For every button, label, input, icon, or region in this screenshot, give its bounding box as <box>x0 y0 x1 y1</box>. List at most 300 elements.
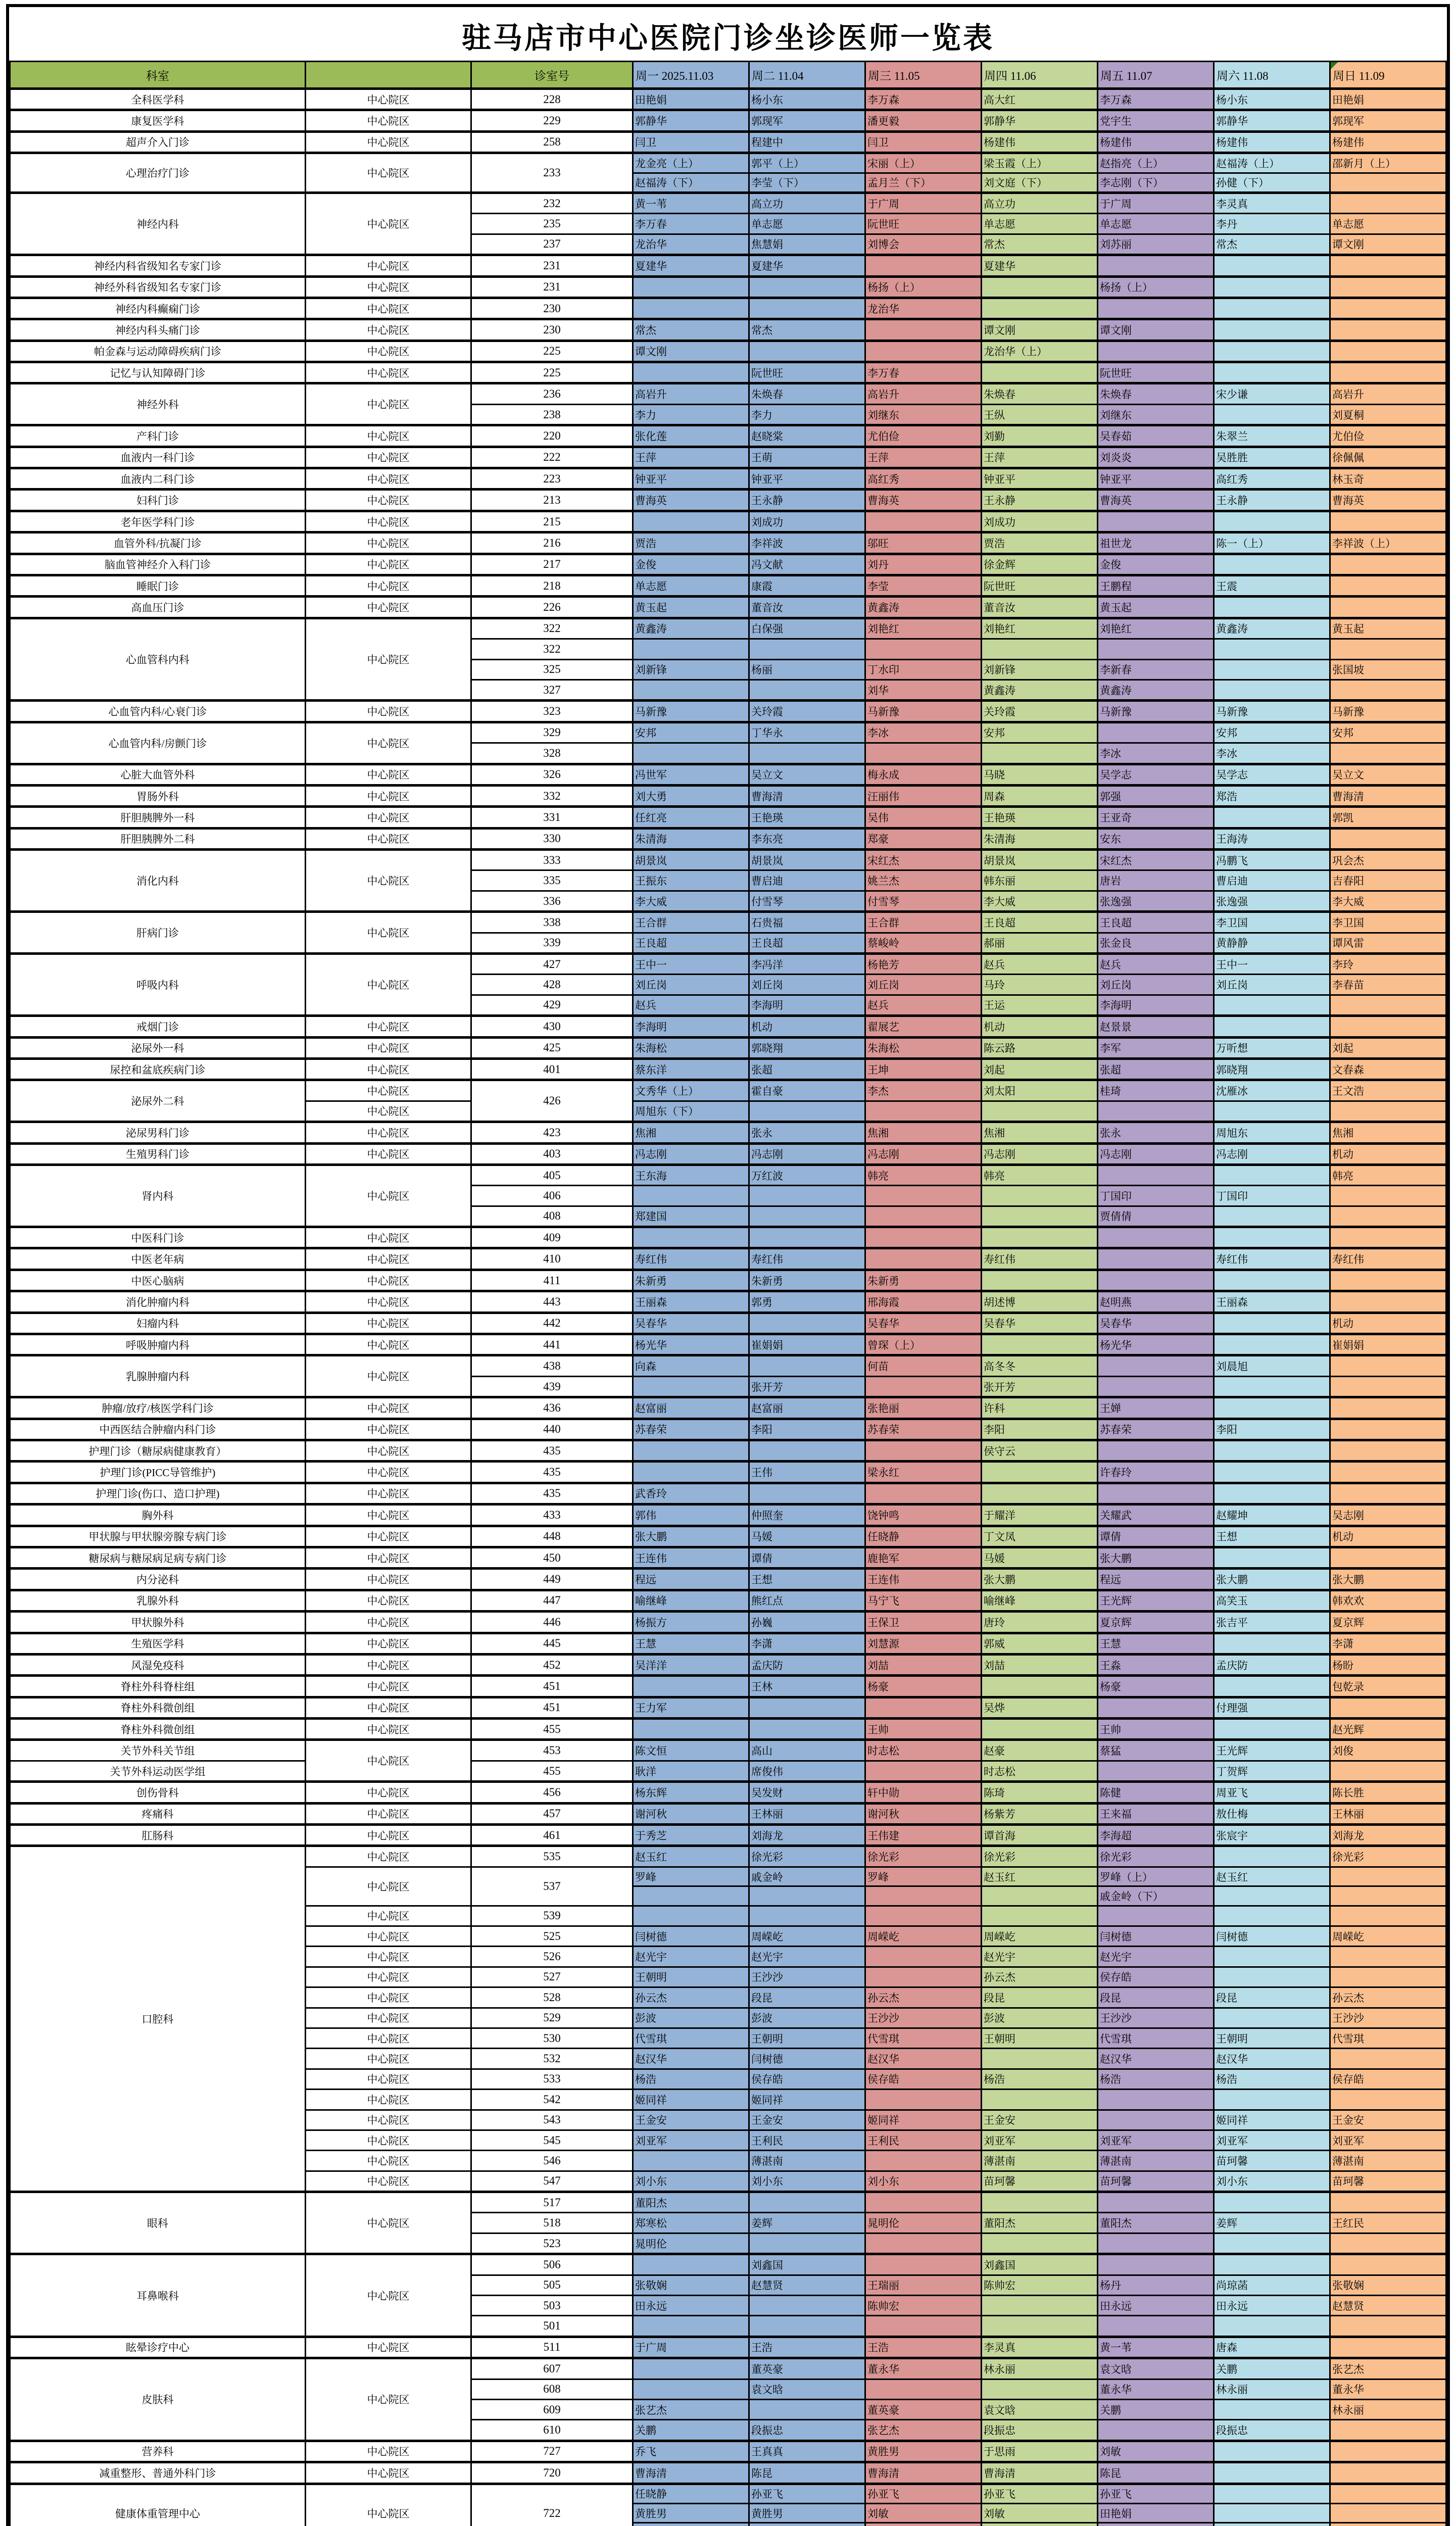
doctor-cell: 刘文庭（下） <box>982 173 1098 192</box>
doctor-cell <box>1214 319 1330 341</box>
doctor-cell: 董永华 <box>1330 2379 1446 2399</box>
dept-cell: 甲状腺与甲状腺旁腺专病门诊 <box>10 1526 306 1547</box>
doctor-cell: 李冰 <box>1098 743 1214 764</box>
doctor-cell: 潘更毅 <box>865 110 982 131</box>
doctor-cell: 戚金岭 <box>749 1867 865 1886</box>
doctor-cell: 程建中 <box>749 131 865 153</box>
campus-cell: 中心院区 <box>306 2358 471 2441</box>
doctor-cell <box>865 319 982 341</box>
doctor-cell <box>865 1906 982 1926</box>
doctor-cell: 朱翠兰 <box>1214 425 1330 447</box>
doctor-cell <box>1330 1355 1446 1376</box>
doctor-cell: 王帅 <box>1098 1719 1214 1740</box>
doctor-cell: 龙治华（上） <box>982 341 1098 362</box>
dept-cell: 消化内科 <box>10 850 306 912</box>
dept-cell: 护理门诊(伤口、造口护理) <box>10 1483 306 1504</box>
doctor-cell: 陈一（上） <box>1214 532 1330 554</box>
campus-cell: 中心院区 <box>306 554 471 575</box>
schedule-row <box>10 2358 1446 2379</box>
room-number-cell: 330 <box>471 828 633 849</box>
schedule-row <box>10 1569 1446 1590</box>
schedule-row <box>10 1355 1446 1376</box>
doctor-cell: 李莹 <box>865 575 982 596</box>
doctor-cell: 王震 <box>1214 575 1330 596</box>
schedule-row <box>10 618 1446 639</box>
doctor-cell: 刘起 <box>1330 1037 1446 1058</box>
doctor-cell <box>1330 995 1446 1015</box>
doctor-cell <box>1214 2254 1330 2275</box>
doctor-cell: 刘亚军 <box>1214 2130 1330 2150</box>
doctor-cell <box>1330 2441 1446 2462</box>
doctor-cell: 袁文晗 <box>749 2379 865 2399</box>
doctor-cell: 李灵真 <box>982 2337 1098 2358</box>
doctor-cell: 金俊 <box>1098 554 1214 575</box>
doctor-cell: 黄一苇 <box>1098 2337 1214 2358</box>
campus-cell: 中心院区 <box>306 701 471 722</box>
doctor-cell: 陈昆 <box>749 2462 865 2484</box>
doctor-cell: 姜辉 <box>1214 2213 1330 2233</box>
doctor-cell <box>1330 1947 1446 1967</box>
doctor-cell: 黄一苇 <box>633 192 749 213</box>
doctor-cell <box>1214 1206 1330 1227</box>
schedule-row <box>10 1590 1446 1611</box>
doctor-cell <box>865 2316 982 2337</box>
doctor-cell <box>1330 276 1446 298</box>
doctor-cell <box>982 639 1098 659</box>
doctor-cell <box>982 362 1098 383</box>
doctor-cell: 胡景岚 <box>982 850 1098 870</box>
doctor-cell: 张宸宇 <box>1214 1825 1330 1846</box>
room-number-cell: 406 <box>471 1186 633 1206</box>
dept-cell: 老年医学科门诊 <box>10 511 306 532</box>
doctor-cell <box>1330 298 1446 319</box>
doctor-cell: 张大鹏 <box>1330 1569 1446 1590</box>
doctor-cell: 单志愿 <box>982 214 1098 234</box>
doctor-cell: 黄玉起 <box>1098 597 1214 618</box>
doctor-cell: 王亚奇 <box>1098 807 1214 828</box>
room-number-cell: 720 <box>471 2462 633 2484</box>
doctor-cell: 李大威 <box>633 891 749 911</box>
doctor-cell: 祖世龙 <box>1098 532 1214 554</box>
doctor-cell: 赵慧贤 <box>1330 2296 1446 2316</box>
campus-cell: 中心院区 <box>306 341 471 362</box>
doctor-cell: 冯志刚 <box>1214 1143 1330 1164</box>
doctor-cell <box>865 639 982 659</box>
doctor-cell: 高立功 <box>749 192 865 213</box>
campus-cell: 中心院区 <box>306 2462 471 2484</box>
room-number-cell: 329 <box>471 722 633 743</box>
doctor-cell <box>1098 2110 1214 2130</box>
room-number-cell: 529 <box>471 2008 633 2028</box>
campus-cell: 中心院区 <box>306 2090 471 2110</box>
room-number-cell: 457 <box>471 1803 633 1824</box>
doctor-cell: 朱焕春 <box>749 383 865 404</box>
doctor-cell <box>865 1186 982 1206</box>
doctor-cell: 王中一 <box>633 954 749 975</box>
doctor-cell: 李春苗 <box>1330 975 1446 995</box>
doctor-cell: 夏建华 <box>633 255 749 276</box>
doctor-cell: 刘海龙 <box>749 1825 865 1846</box>
doctor-cell <box>865 743 982 764</box>
doctor-cell: 张逸强 <box>1098 891 1214 911</box>
doctor-cell: 王海涛 <box>1214 828 1330 849</box>
room-number-cell: 230 <box>471 298 633 319</box>
doctor-cell: 徐光彩 <box>865 1846 982 1867</box>
doctor-cell: 黄玉起 <box>1330 618 1446 639</box>
doctor-cell: 王萍 <box>633 447 749 468</box>
doctor-cell <box>1330 1547 1446 1568</box>
doctor-cell <box>865 2379 982 2399</box>
room-number-cell: 331 <box>471 807 633 828</box>
doctor-cell <box>1330 511 1446 532</box>
schedule-row <box>10 383 1446 404</box>
doctor-cell <box>1330 575 1446 596</box>
doctor-cell: 孙云杰 <box>865 1987 982 2008</box>
room-number-cell: 229 <box>471 110 633 131</box>
doctor-cell: 薄湛南 <box>982 2151 1098 2171</box>
doctor-cell: 阮世旺 <box>982 575 1098 596</box>
doctor-cell: 周亚飞 <box>1214 1782 1330 1803</box>
campus-cell: 中心院区 <box>306 2110 471 2130</box>
doctor-cell: 赵富丽 <box>633 1397 749 1419</box>
doctor-cell <box>1098 1697 1214 1718</box>
campus-cell: 中心院区 <box>306 1569 471 1590</box>
campus-cell: 中心院区 <box>306 2484 471 2526</box>
doctor-cell: 李杰 <box>865 1080 982 1101</box>
doctor-cell: 赵豪 <box>982 1740 1098 1761</box>
dept-cell: 脊柱外科脊柱组 <box>10 1676 306 1697</box>
campus-cell: 中心院区 <box>306 1248 471 1270</box>
dept-cell: 胸外科 <box>10 1504 306 1526</box>
doctor-cell: 文春森 <box>1330 1058 1446 1080</box>
doctor-cell <box>982 1227 1098 1248</box>
campus-cell: 中心院区 <box>306 1782 471 1803</box>
doctor-cell: 王振东 <box>633 870 749 891</box>
dept-cell: 肾内科 <box>10 1164 306 1227</box>
doctor-cell: 孙云杰 <box>982 1967 1098 1987</box>
doctor-cell <box>865 2090 982 2110</box>
doctor-cell: 李卫国 <box>1330 912 1446 933</box>
doctor-cell: 吴立文 <box>749 764 865 785</box>
room-number-cell: 222 <box>471 447 633 468</box>
doctor-cell: 曹启迪 <box>749 870 865 891</box>
doctor-cell <box>1330 1967 1446 1987</box>
doctor-cell: 曹海清 <box>1330 785 1446 806</box>
room-number-cell: 447 <box>471 1590 633 1611</box>
schedule-row <box>10 828 1446 849</box>
doctor-cell <box>749 2192 865 2213</box>
doctor-cell: 杨豪 <box>865 1676 982 1697</box>
doctor-cell: 马宁飞 <box>865 1590 982 1611</box>
doctor-cell: 闫树德 <box>1098 1926 1214 1946</box>
doctor-cell <box>1214 2523 1330 2526</box>
dept-cell: 减重整形、普通外科门诊 <box>10 2462 306 2484</box>
schedule-row <box>10 298 1446 319</box>
doctor-cell: 王朝明 <box>633 1967 749 1987</box>
doctor-cell: 丁华永 <box>749 722 865 743</box>
schedule-row <box>10 1462 1446 1483</box>
dept-cell: 超声介入门诊 <box>10 131 306 153</box>
doctor-cell: 高山 <box>749 1740 865 1761</box>
doctor-cell: 杨浩 <box>633 2069 749 2089</box>
doctor-cell: 姬同祥 <box>633 2090 749 2110</box>
doctor-cell <box>1330 2523 1446 2526</box>
campus-cell: 中心院区 <box>306 1987 471 2008</box>
doctor-cell: 谭文刚 <box>633 341 749 362</box>
doctor-cell: 霍自豪 <box>749 1080 865 1101</box>
doctor-cell: 常杰 <box>1214 234 1330 255</box>
dept-cell: 全科医学科 <box>10 89 306 110</box>
doctor-cell <box>1214 276 1330 298</box>
doctor-cell: 刘艳红 <box>1098 618 1214 639</box>
doctor-cell <box>1214 2462 1330 2484</box>
doctor-cell: 王萌 <box>749 447 865 468</box>
campus-cell: 中心院区 <box>306 1122 471 1143</box>
doctor-cell: 向森 <box>633 1355 749 1376</box>
doctor-cell: 李阳 <box>1214 1419 1330 1440</box>
doctor-cell: 张国坡 <box>1330 659 1446 679</box>
doctor-cell <box>749 2523 865 2526</box>
dept-cell: 心理治疗门诊 <box>10 153 306 193</box>
room-number-cell: 446 <box>471 1612 633 1633</box>
room-number-cell: 217 <box>471 554 633 575</box>
schedule-row <box>10 2192 1446 2213</box>
doctor-cell: 于广周 <box>1098 192 1214 213</box>
dept-cell: 神经外科 <box>10 383 306 425</box>
doctor-cell <box>633 2379 749 2399</box>
doctor-cell: 王慧 <box>633 1633 749 1654</box>
doctor-cell: 王良超 <box>749 933 865 953</box>
doctor-cell <box>1098 722 1214 743</box>
doctor-cell: 付理强 <box>1214 1697 1330 1718</box>
room-number-cell: 542 <box>471 2090 633 2110</box>
doctor-cell: 黄胜男 <box>749 2503 865 2522</box>
doctor-cell: 冯志刚 <box>982 1143 1098 1164</box>
schedule-row <box>10 1227 1446 1248</box>
doctor-cell <box>749 1440 865 1462</box>
doctor-cell: 李万森 <box>865 89 982 110</box>
doctor-cell: 寿红伟 <box>749 1248 865 1270</box>
doctor-cell: 闫树德 <box>749 2049 865 2069</box>
doctor-cell <box>633 1376 749 1397</box>
doctor-cell: 张大鹏 <box>633 1526 749 1547</box>
schedule-row <box>10 468 1446 490</box>
doctor-cell <box>1214 404 1330 425</box>
doctor-cell: 马新豫 <box>865 701 982 722</box>
doctor-cell: 周旭东 <box>1214 1122 1330 1143</box>
room-number-cell: 451 <box>471 1676 633 1697</box>
doctor-cell: 机动 <box>1330 1526 1446 1547</box>
schedule-row <box>10 1164 1446 1185</box>
doctor-cell: 刘鑫国 <box>749 2254 865 2275</box>
doctor-cell: 王婵 <box>1098 1397 1214 1419</box>
doctor-cell: 胡景岚 <box>633 850 749 870</box>
doctor-cell: 徐光彩 <box>1330 1846 1446 1867</box>
doctor-cell: 郭凯 <box>1330 807 1446 828</box>
doctor-cell: 曹海英 <box>633 490 749 511</box>
campus-cell: 中心院区 <box>306 2171 471 2192</box>
doctor-cell: 马新豫 <box>1214 701 1330 722</box>
doctor-cell: 刘海龙 <box>1330 1825 1446 1846</box>
doctor-cell: 郭勇 <box>749 1291 865 1313</box>
doctor-cell: 袁文晗 <box>982 2399 1098 2419</box>
doctor-cell <box>865 2254 982 2275</box>
room-number-cell: 607 <box>471 2358 633 2379</box>
schedule-row <box>10 1313 1446 1334</box>
doctor-cell <box>1098 298 1214 319</box>
doctor-cell: 曹海清 <box>865 2462 982 2484</box>
doctor-cell: 曾琛（上） <box>865 1334 982 1355</box>
doctor-cell <box>982 743 1098 764</box>
dept-cell: 脊柱外科微创组 <box>10 1719 306 1740</box>
doctor-cell: 罗峰（上） <box>1098 1867 1214 1886</box>
doctor-cell: 寿红伟 <box>1214 1248 1330 1270</box>
dept-cell: 肝病门诊 <box>10 912 306 954</box>
campus-cell: 中心院区 <box>306 597 471 618</box>
doctor-cell: 陈文恒 <box>633 1740 749 1761</box>
doctor-cell: 单志愿 <box>633 575 749 596</box>
doctor-cell: 刘博会 <box>865 234 982 255</box>
doctor-cell: 邢海霞 <box>865 1291 982 1313</box>
doctor-cell: 吴志刚 <box>1330 1504 1446 1526</box>
schedule-row <box>10 1633 1446 1654</box>
schedule-row <box>10 1761 1446 1781</box>
doctor-cell <box>982 2233 1098 2254</box>
header-row <box>10 62 1446 89</box>
doctor-cell <box>1098 255 1214 276</box>
room-number-cell: 428 <box>471 975 633 995</box>
doctor-cell <box>1098 1270 1214 1291</box>
schedule-row <box>10 701 1446 722</box>
schedule-row <box>10 1825 1446 1846</box>
doctor-cell: 刘敏 <box>982 2503 1098 2522</box>
dept-cell: 中医心脑病 <box>10 1270 306 1291</box>
doctor-cell: 单志愿 <box>749 214 865 234</box>
doctor-cell: 王红民 <box>1330 2213 1446 2233</box>
dept-cell: 生殖医学科 <box>10 1633 306 1654</box>
doctor-cell: 高红秀 <box>1214 468 1330 490</box>
doctor-cell: 彭波 <box>982 2008 1098 2028</box>
doctor-cell: 刘丘岗 <box>865 975 982 995</box>
doctor-cell: 贾浩 <box>982 532 1098 554</box>
header-day-0: 周一 2025.11.03 <box>633 62 749 89</box>
room-number-cell: 235 <box>471 214 633 234</box>
dept-cell: 泌尿男科门诊 <box>10 1122 306 1143</box>
doctor-cell: 宋红杰 <box>865 850 982 870</box>
doctor-cell <box>1330 743 1446 764</box>
doctor-cell: 张吉平 <box>1214 1612 1330 1633</box>
doctor-cell: 李万春 <box>633 214 749 234</box>
room-number-cell: 333 <box>471 850 633 870</box>
doctor-cell <box>749 1906 865 1926</box>
doctor-cell <box>1214 1886 1330 1906</box>
doctor-cell <box>633 511 749 532</box>
doctor-cell: 高冬冬 <box>982 1355 1098 1376</box>
doctor-cell <box>1330 2233 1446 2254</box>
doctor-cell: 陈昆 <box>1098 2462 1214 2484</box>
doctor-cell: 林永丽 <box>1330 2399 1446 2419</box>
room-number-cell: 441 <box>471 1334 633 1355</box>
doctor-cell: 韩亮 <box>982 1164 1098 1185</box>
dept-cell: 创伤骨科 <box>10 1782 306 1803</box>
campus-cell: 中心院区 <box>306 1080 471 1101</box>
doctor-cell <box>1330 2462 1446 2484</box>
doctor-cell <box>982 2523 1098 2526</box>
campus-cell: 中心院区 <box>306 490 471 511</box>
campus-cell: 中心院区 <box>306 618 471 701</box>
doctor-cell: 关耀武 <box>1098 1504 1214 1526</box>
doctor-cell: 孟月兰（下） <box>865 173 982 192</box>
doctor-cell: 李海明 <box>1098 995 1214 1015</box>
schedule-row <box>10 2254 1446 2275</box>
doctor-cell: 鹿艳军 <box>865 1547 982 1568</box>
doctor-cell: 高立功 <box>982 192 1098 213</box>
campus-cell: 中心院区 <box>306 1037 471 1058</box>
doctor-cell: 耿洋 <box>633 1761 749 1781</box>
campus-cell: 中心院区 <box>306 912 471 954</box>
doctor-cell: 于思雨 <box>982 2441 1098 2462</box>
campus-cell: 中心院区 <box>306 954 471 1016</box>
doctor-cell: 马媛 <box>982 1547 1098 1568</box>
doctor-cell: 金俊 <box>633 554 749 575</box>
doctor-cell: 丁水印 <box>865 659 982 679</box>
schedule-row <box>10 255 1446 276</box>
doctor-cell: 马玲 <box>982 975 1098 995</box>
room-number-cell: 722 <box>471 2484 633 2526</box>
room-number-cell: 453 <box>471 1740 633 1761</box>
room-number-cell: 547 <box>471 2171 633 2192</box>
schedule-row <box>10 597 1446 618</box>
campus-cell: 中心院区 <box>306 2069 471 2089</box>
doctor-cell <box>982 1186 1098 1206</box>
doctor-cell <box>749 276 865 298</box>
doctor-cell <box>1214 255 1330 276</box>
doctor-cell: 于耀洋 <box>982 1504 1098 1526</box>
room-number-cell: 220 <box>471 425 633 447</box>
doctor-cell <box>749 2296 865 2316</box>
campus-cell: 中心院区 <box>306 1101 471 1122</box>
room-number-cell: 440 <box>471 1419 633 1440</box>
doctor-cell: 王良超 <box>633 933 749 953</box>
room-number-cell: 443 <box>471 1291 633 1313</box>
room-number-cell: 546 <box>471 2151 633 2171</box>
doctor-cell: 段昆 <box>982 1987 1098 2008</box>
doctor-cell: 任晓静 <box>633 2484 749 2503</box>
doctor-cell: 谭风雷 <box>1330 933 1446 953</box>
doctor-cell: 夏京辉 <box>1098 1612 1214 1633</box>
doctor-cell: 高红秀 <box>865 468 982 490</box>
room-number-cell: 336 <box>471 891 633 911</box>
doctor-cell <box>1330 2337 1446 2358</box>
doctor-cell <box>982 1886 1098 1906</box>
schedule-row <box>10 1697 1446 1718</box>
doctor-cell: 刘华 <box>865 679 982 700</box>
doctor-cell: 张敬娴 <box>633 2275 749 2295</box>
doctor-cell: 何苗 <box>865 1355 982 1376</box>
doctor-cell: 杨建伟 <box>1330 131 1446 153</box>
room-number-cell: 448 <box>471 1526 633 1547</box>
doctor-cell: 梁永红 <box>865 1462 982 1483</box>
room-number-cell: 518 <box>471 2213 633 2233</box>
doctor-cell: 吴学志 <box>1214 764 1330 785</box>
room-number-cell: 609 <box>471 2399 633 2419</box>
campus-cell: 中心院区 <box>306 1867 471 1906</box>
campus-cell: 中心院区 <box>306 2130 471 2150</box>
doctor-cell: 李玲 <box>1330 954 1446 975</box>
doctor-cell: 王朝明 <box>982 2028 1098 2048</box>
campus-cell: 中心院区 <box>306 110 471 131</box>
doctor-cell <box>1214 1101 1330 1122</box>
